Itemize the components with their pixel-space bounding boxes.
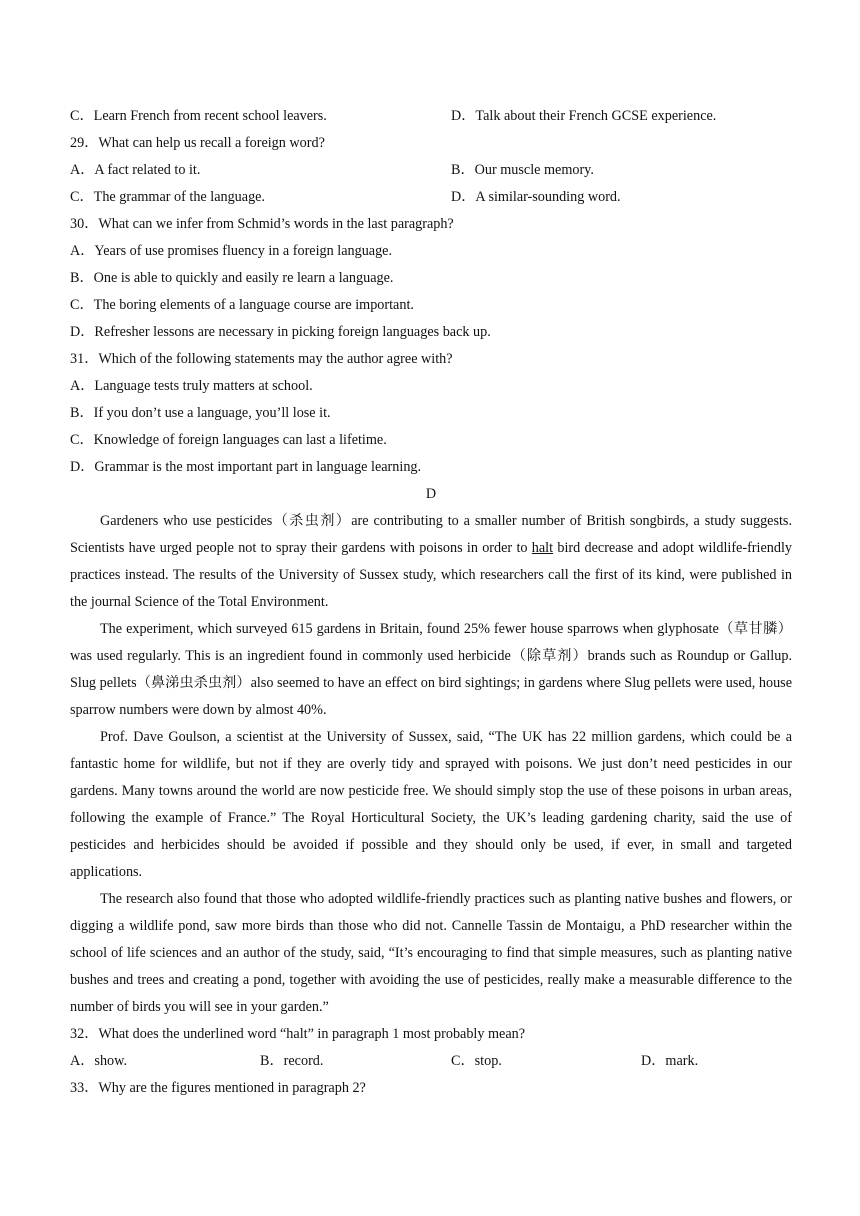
q32-options-row xyxy=(70,1048,792,1075)
q28-option-c: C．Learn French from recent school leavers. xyxy=(70,108,327,124)
q31-option-c: C．Knowledge of foreign languages can last a lifetime. xyxy=(70,432,387,448)
passage-paragraph-1 xyxy=(70,508,792,616)
passage-paragraph-3: Prof. Dave Goulson, a scientist at the University of Sussex, said, “The UK has 22 million gardens, which could be a fantastic home for wildlife, but not if they are overly tidy and sprayed with poisons. We just don’t need pesticides in our gardens. Many towns around the world are now pesticide free. We should simply stop the use of these poisons in urban areas, following the example of France.” The Royal Horticultural Society, the UK’s leading gardening charity, said the use of pesticides and herbicides should be avoided if possible and they should only be used, if ever, in small and targeted applications. xyxy=(70,729,792,880)
q33-stem: 33．Why are the figures mentioned in paragraph 2? xyxy=(70,1080,366,1096)
q29-option-c: C．The grammar of the language. xyxy=(70,189,266,205)
passage-paragraph-2: The experiment, which surveyed 615 gardens in Britain, found 25% fewer house sparrows when glyphosate（草甘膦）was used regularly. This is an ingredient found in commonly used herbicide（除草剂）brands such as Roundup or Gallup. Slug pellets（鼻涕虫杀虫剂）also seemed to have an effect on bird sightings; in gardens where Slug pellets were used, house sparrow numbers were down by almost 40%. xyxy=(70,621,792,718)
q29-option-a: A．A fact related to it. xyxy=(70,162,201,178)
q32-option-c: C．stop. xyxy=(451,1053,502,1069)
p1-text-after: bird decrease and adopt wildlife-friendly practices instead. The results of the University of Sussex study, which researchers call the first of its kind, were published in the journal Science of the Total Environment. xyxy=(70,540,792,610)
q30-option-a: A．Years of use promises fluency in a foreign language. xyxy=(70,243,393,259)
q30-stem: 30．What can we infer from Schmid’s words in the last paragraph? xyxy=(70,216,454,232)
p1-text-before: Gardeners who use pesticides（杀虫剂）are contributing to a smaller number of British songbirds, a study suggests. Scientists have urged people not to spray their gardens with poisons in order to xyxy=(70,513,792,556)
q30-option-b: B．One is able to quickly and easily re learn a language. xyxy=(70,270,394,286)
q30-option-c: C．The boring elements of a language course are important. xyxy=(70,297,414,313)
q28-option-d: D．Talk about their French GCSE experience. xyxy=(451,108,717,124)
section-label: D xyxy=(425,486,437,502)
q29-options-row-2 xyxy=(70,184,792,211)
q32-option-b: B．record. xyxy=(260,1053,324,1069)
q31-option-b: B．If you don’t use a language, you’ll lose it. xyxy=(70,405,331,421)
passage-paragraph-4: The research also found that those who adopted wildlife-friendly practices such as planting native bushes and flowers, or digging a wildlife pond, saw more birds than those who did not. Cannelle Tassin de Montaigu, a PhD researcher within the school of life sciences and an author of the study, said, “It’s encouraging to find that simple measures, such as planting native bushes and trees and creating a pond, together with avoiding the use of pesticides, really make a measurable difference to the number of birds you will see in your garden.” xyxy=(70,891,792,1015)
q29-stem: 29．What can help us recall a foreign word? xyxy=(70,135,325,151)
q28-options-row xyxy=(70,103,792,130)
q32-option-a: A．show. xyxy=(70,1053,128,1069)
q32-option-d: D．mark. xyxy=(641,1053,699,1069)
q29-options-row-1 xyxy=(70,157,792,184)
q29-option-b: B．Our muscle memory. xyxy=(451,162,594,178)
q31-stem: 31．Which of the following statements may the author agree with? xyxy=(70,351,453,367)
exam-page xyxy=(70,103,792,1102)
q30-option-d: D．Refresher lessons are necessary in picking foreign languages back up. xyxy=(70,324,491,340)
q29-option-d: D．A similar-sounding word. xyxy=(451,189,621,205)
q31-option-d: D．Grammar is the most important part in language learning. xyxy=(70,459,422,475)
q31-option-a: A．Language tests truly matters at school. xyxy=(70,378,313,394)
q32-stem: 32．What does the underlined word “halt” in paragraph 1 most probably mean? xyxy=(70,1026,526,1042)
underlined-word-halt: halt xyxy=(531,540,554,556)
